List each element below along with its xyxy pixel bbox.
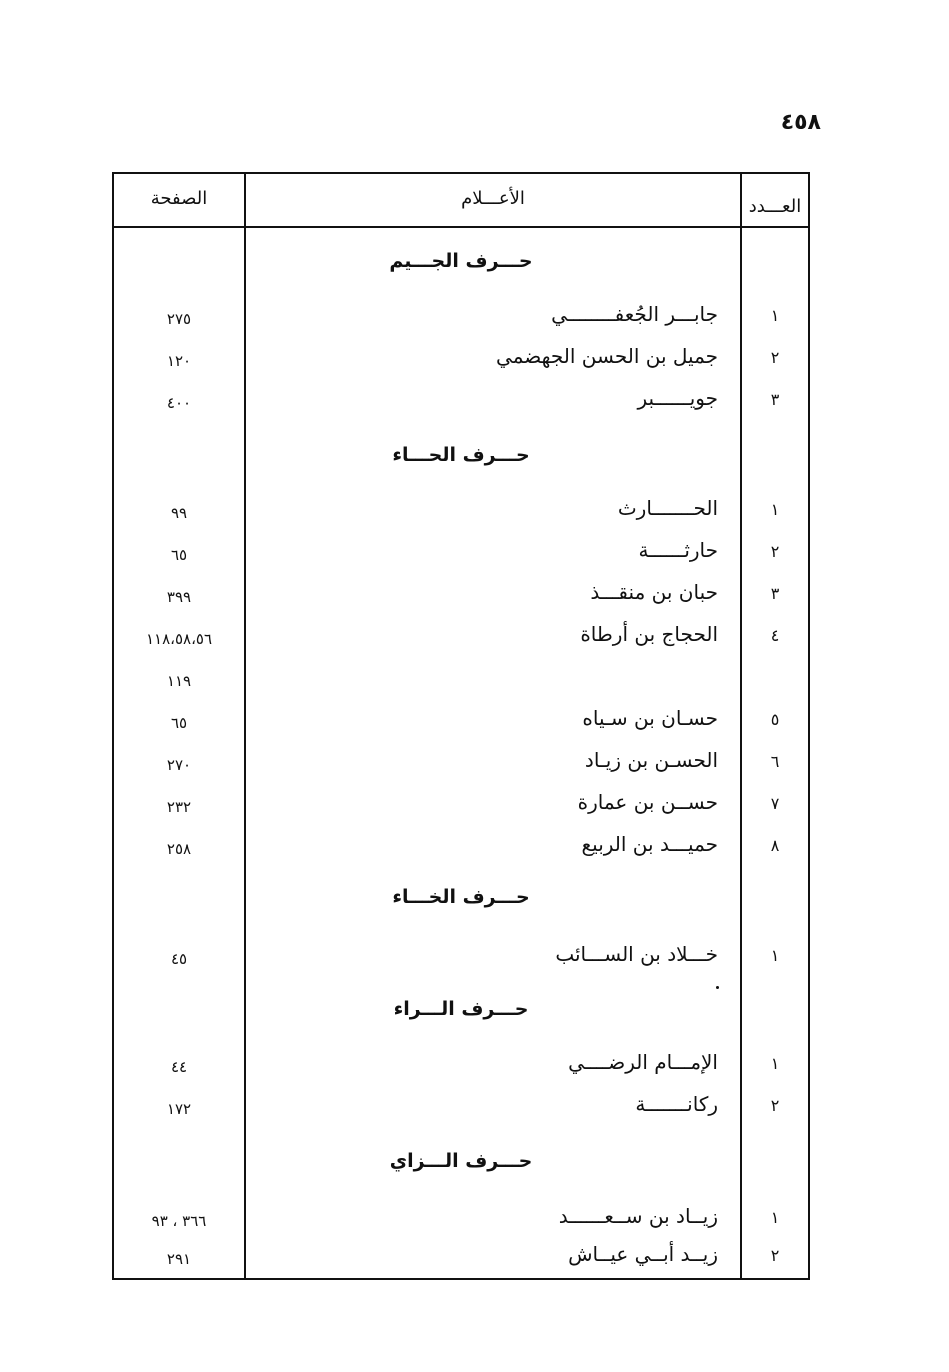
table-row (114, 832, 808, 862)
section-title-raa: حـــرف الـــراء (393, 998, 529, 1020)
row-name: الحجاج بن أرطاة (580, 622, 718, 646)
row-page: ٤٥ (170, 950, 188, 968)
table-row (114, 942, 808, 972)
row-number: ٣ (770, 584, 780, 603)
row-name: حسـان بن سـياه (582, 706, 718, 730)
row-page: ١١٨،٥٨،٥٦ (145, 630, 213, 648)
header-page: الصفحة (150, 188, 208, 209)
row-page: ٢٧٥ (166, 310, 192, 328)
row-page: ٦٥ (170, 546, 188, 564)
row-page: ٣٩٩ (166, 588, 192, 606)
row-number: ١ (770, 1054, 780, 1073)
table-row (114, 622, 808, 652)
row-name: حارثــــــة (638, 538, 718, 562)
row-page: ٣٦٦ ، ٩٣ (151, 1212, 207, 1230)
row-number: ٢ (770, 348, 780, 367)
index-table (112, 172, 810, 1280)
table-row (114, 1204, 808, 1234)
row-number: ١ (770, 306, 780, 325)
row-name: حبان بن منقـــذ (590, 580, 718, 604)
row-page: ٢٣٢ (166, 798, 192, 816)
table-row (114, 1050, 808, 1080)
row-number: ١ (770, 500, 780, 519)
row-page-continued: ١١٩ (166, 672, 192, 690)
table-row (114, 302, 808, 332)
row-name: حميـــد بن الربيع (581, 832, 718, 856)
row-number: ١ (770, 946, 780, 965)
table-row (114, 386, 808, 416)
row-number: ٣ (770, 390, 780, 409)
table-row-continuation (114, 664, 808, 694)
table-row (114, 580, 808, 610)
row-page: ٢٥٨ (166, 840, 192, 858)
section-title-haa: حـــرف الحـــاء (392, 444, 530, 466)
row-name: زيــاد بن ســعــــــد (558, 1204, 718, 1228)
header-divider (114, 226, 808, 228)
row-page: ٢٧٠ (166, 756, 192, 774)
row-name: جويــــــبر (637, 386, 718, 410)
row-page: ٩٩ (170, 504, 188, 522)
row-name: حســن بن عمارة (577, 790, 718, 814)
table-row (114, 1242, 808, 1272)
page-number: ٤٥٨ (780, 110, 821, 135)
row-name: الحـــــــارث (617, 496, 718, 520)
row-number: ٢ (770, 1096, 780, 1115)
row-name: الإمـــام الرضــــي (568, 1050, 718, 1074)
row-page: ٦٥ (170, 714, 188, 732)
section-title-zay: حـــرف الـــزاي (389, 1150, 533, 1172)
row-page: ٤٠٠ (166, 394, 192, 412)
table-row (114, 748, 808, 778)
row-page: ١٢٠ (166, 352, 192, 370)
row-name: خـــلاد بن الســـائب (555, 942, 718, 966)
table-row (114, 790, 808, 820)
table-row (114, 706, 808, 736)
row-number: ٢ (770, 542, 780, 561)
row-name: زيــد أبــي عيــاش (568, 1242, 718, 1266)
row-name: ركانـــــــة (635, 1092, 718, 1116)
row-number: ٧ (770, 794, 780, 813)
row-page: ٤٤ (170, 1058, 188, 1076)
row-number: ٢ (770, 1246, 780, 1265)
table-row (114, 344, 808, 374)
row-number: ٥ (770, 710, 780, 729)
table-row (114, 1092, 808, 1122)
stray-dot (716, 986, 719, 989)
header-names: الأعـــلام (461, 188, 525, 209)
row-name: الحسـن بن زيـاد (584, 748, 718, 772)
row-name: جميل بن الحسن الجهضمي (496, 344, 718, 368)
row-number: ٨ (770, 836, 780, 855)
section-title-khaa: حـــرف الخـــاء (392, 886, 530, 908)
row-number: ٦ (770, 752, 780, 771)
row-page: ٢٩١ (166, 1250, 192, 1268)
row-name: جابـــر الجُعفــــــــي (551, 302, 718, 326)
table-row (114, 538, 808, 568)
row-page: ١٧٢ (166, 1100, 192, 1118)
header-number: العـــدد (748, 196, 802, 217)
table-row (114, 496, 808, 526)
row-number: ٤ (770, 626, 780, 645)
section-title-jeem: حـــرف الجـــيم (389, 250, 533, 272)
row-number: ١ (770, 1208, 780, 1227)
